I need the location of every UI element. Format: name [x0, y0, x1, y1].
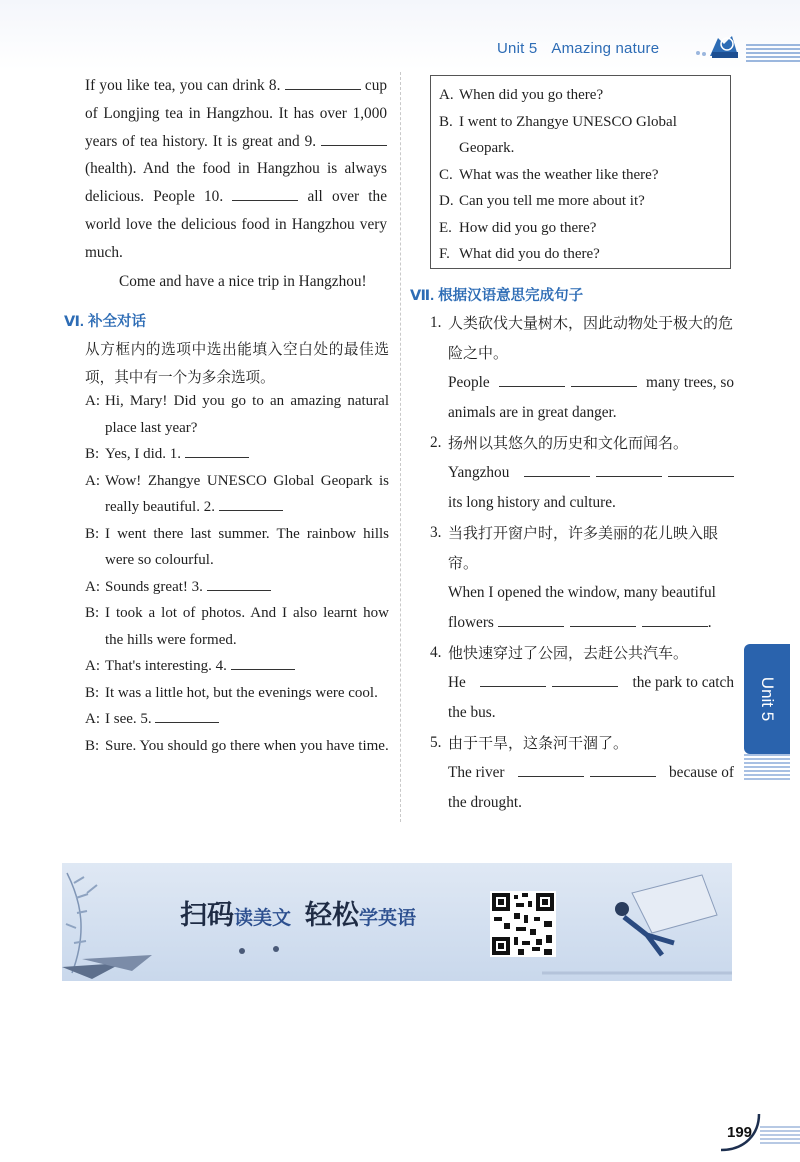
- item-en-text: animals are in great danger.: [448, 404, 617, 421]
- section-6-instruction: 从方框内的选项中选出能填入空白处的最佳选项，其中有一个为多余选项。: [85, 341, 389, 386]
- option-item: [439, 215, 722, 242]
- item-number: 5.: [430, 734, 442, 751]
- page-number-stripes: [760, 1126, 800, 1144]
- item-chinese: [430, 428, 734, 458]
- item-chinese: [430, 518, 734, 578]
- passage: [85, 72, 387, 295]
- options-box: [430, 75, 731, 269]
- item-english: [430, 578, 734, 638]
- item-en-text: its long history and culture.: [448, 494, 616, 511]
- dialogue-line: [85, 680, 389, 707]
- answer-blank[interactable]: [518, 762, 584, 777]
- option-item: [439, 82, 722, 109]
- item-cn-text: 当我打开窗户时，许多美丽的花儿映入眼帘。: [448, 524, 719, 572]
- answer-blank-8[interactable]: [285, 75, 361, 90]
- speaker-label: A:: [85, 658, 100, 674]
- speaker-label: A:: [85, 472, 100, 489]
- qr-code-icon[interactable]: [490, 891, 556, 957]
- banner-text-5: 学英语: [359, 907, 417, 929]
- section-7-heading: Ⅶ. 根据汉语意思完成句子: [410, 288, 584, 304]
- answer-blank[interactable]: [480, 672, 546, 687]
- answer-blank[interactable]: [596, 462, 662, 477]
- speaker-label: A:: [85, 711, 100, 727]
- option-letter: D.: [439, 193, 454, 209]
- item-english: [430, 458, 734, 518]
- item-en-text: the drought.: [448, 794, 522, 811]
- option-text: I went to Zhangye UNESCO Global Geopark.: [459, 113, 677, 156]
- answer-blank[interactable]: [499, 372, 565, 387]
- banner-slogan: [180, 893, 416, 932]
- answer-blank-10[interactable]: [232, 186, 298, 201]
- item-en-text: The river: [448, 764, 505, 781]
- page-number: 199: [727, 1124, 753, 1141]
- answer-blank[interactable]: [524, 462, 590, 477]
- globe-books-icon: [690, 30, 746, 64]
- column-divider: [400, 72, 401, 822]
- translation-items: [430, 308, 734, 818]
- dialogue-text: Sounds great! 3.: [105, 578, 203, 595]
- item-en-text: He: [448, 674, 466, 691]
- answer-blank-5[interactable]: [155, 708, 219, 723]
- dialogue-text: Hi, Mary! Did you go to an amazing natural place last year?: [105, 393, 389, 436]
- option-text: When did you go there?: [459, 87, 604, 103]
- speaker-label: B:: [85, 605, 100, 621]
- item-en-text: because of: [669, 764, 734, 781]
- banner-text-1: 扫: [180, 900, 207, 931]
- answer-blank[interactable]: [642, 612, 708, 627]
- answer-blank[interactable]: [570, 612, 636, 627]
- unit-tab-label: Unit 5: [758, 676, 777, 722]
- option-letter: E.: [439, 219, 452, 236]
- option-item: [439, 162, 722, 189]
- scan-banner: [62, 863, 732, 981]
- option-item: [439, 109, 722, 162]
- passage-text-4: all over the world love the delicious food in Hangzhou very much.: [85, 188, 387, 261]
- dialogue-line: [85, 521, 389, 574]
- header-band: [0, 0, 800, 70]
- option-text: What did you do there?: [459, 246, 600, 262]
- option-text: How did you go there?: [459, 219, 597, 236]
- item-en-text: .: [707, 614, 712, 631]
- item-number: 1.: [430, 314, 442, 331]
- header-stripes: [746, 44, 800, 62]
- header-unit: Unit 5: [497, 40, 538, 57]
- option-item: [439, 241, 722, 268]
- item-en-text: the bus.: [448, 704, 496, 721]
- dialogue-text: Sure. You should go there when you have time.: [105, 737, 389, 754]
- banner-text-2: 码: [207, 900, 234, 931]
- speaker-label: A:: [85, 578, 100, 595]
- item-en-text: Yangzhou: [448, 464, 510, 481]
- dialogue-text: I see. 5.: [105, 711, 152, 727]
- header-title: Amazing nature: [551, 40, 660, 57]
- item-en-text: People: [448, 374, 490, 391]
- answer-blank[interactable]: [590, 762, 656, 777]
- running-header: [497, 40, 659, 57]
- answer-blank-9[interactable]: [321, 130, 387, 145]
- item-en-text: When I opened the window, many beautiful: [448, 584, 716, 601]
- option-item: [439, 188, 722, 215]
- option-letter: C.: [439, 166, 453, 183]
- answer-blank[interactable]: [571, 372, 637, 387]
- item-english: [430, 368, 734, 428]
- passage-text-2: cup of Longjing tea in Hangzhou. It has over 1,000 years of tea history. It is great and 9.: [85, 77, 387, 150]
- dialogue-line: [85, 441, 389, 468]
- answer-blank[interactable]: [668, 462, 734, 477]
- dialogue-line: [85, 388, 389, 441]
- dialogue-line: [85, 468, 389, 521]
- speaker-label: A:: [85, 393, 100, 409]
- option-letter: B.: [439, 113, 453, 130]
- item-number: 4.: [430, 644, 442, 661]
- dialogue-text: Yes, I did. 1.: [105, 446, 181, 462]
- dialogue-line: [85, 574, 389, 601]
- dialogue-line: [85, 600, 389, 653]
- unit-side-tab: [744, 644, 790, 754]
- item-number: 2.: [430, 434, 442, 451]
- answer-blank-4[interactable]: [231, 655, 295, 670]
- option-letter: A.: [439, 87, 454, 103]
- option-text: Can you tell me more about it?: [459, 193, 645, 209]
- speaker-label: B:: [85, 525, 100, 542]
- item-cn-text: 扬州以其悠久的历史和文化而闻名。: [448, 434, 689, 452]
- dialogue-text: I went there last summer. The rainbow hills were so colourful.: [105, 525, 389, 568]
- banner-text-4: 轻松: [305, 900, 360, 931]
- item-en-text: flowers: [448, 614, 494, 631]
- dialogue-line: [85, 706, 389, 733]
- item-english: [430, 758, 734, 818]
- item-cn-text: 他快速穿过了公园，去赶公共汽车。: [448, 644, 689, 662]
- item-cn-text: 由于干旱，这条河干涸了。: [448, 734, 629, 752]
- tab-stripes: [744, 754, 790, 782]
- item-number: 3.: [430, 524, 442, 541]
- answer-blank-3[interactable]: [207, 576, 271, 591]
- item-en-text: the park to catch: [632, 674, 734, 691]
- dialogue-text: That's interesting. 4.: [105, 658, 227, 674]
- item-en-text: many trees, so: [646, 374, 734, 391]
- item-chinese: [430, 308, 734, 368]
- dialogue-line: [85, 653, 389, 680]
- answer-blank[interactable]: [552, 672, 618, 687]
- item-chinese: [430, 638, 734, 668]
- item-english: [430, 668, 734, 728]
- answer-blank-2[interactable]: [219, 496, 283, 511]
- dialogue-line: [85, 733, 389, 760]
- passage-text-3: (health). And the food in Hangzhou is always delicious. People 10.: [85, 160, 387, 206]
- answer-blank-1[interactable]: [185, 443, 249, 458]
- dialogue-text: It was a little hot, but the evenings were cool.: [105, 684, 378, 701]
- passage-paragraph: [85, 72, 387, 267]
- speaker-label: B:: [85, 684, 100, 701]
- speaker-label: B:: [85, 737, 100, 754]
- section-6-heading: Ⅵ. 补全对话: [64, 314, 146, 330]
- answer-blank[interactable]: [498, 612, 564, 627]
- passage-text-1: If you like tea, you can drink 8.: [85, 77, 281, 94]
- option-text: What was the weather like there?: [459, 166, 659, 183]
- dialogue-text: Wow! Zhangye UNESCO Global Geopark is really beautiful. 2.: [105, 472, 389, 515]
- item-chinese: [430, 728, 734, 758]
- dialogue: [85, 388, 389, 759]
- dialogue-text: I took a lot of photos. And I also learnt how the hills were formed.: [105, 605, 389, 648]
- passage-closing: Come and have a nice trip in Hangzhou!: [119, 272, 367, 290]
- option-letter: F.: [439, 246, 450, 262]
- banner-text-3: 读美文: [234, 907, 292, 929]
- item-cn-text: 人类砍伐大量树木，因此动物处于极大的危险之中。: [448, 314, 734, 362]
- speaker-label: B:: [85, 446, 100, 462]
